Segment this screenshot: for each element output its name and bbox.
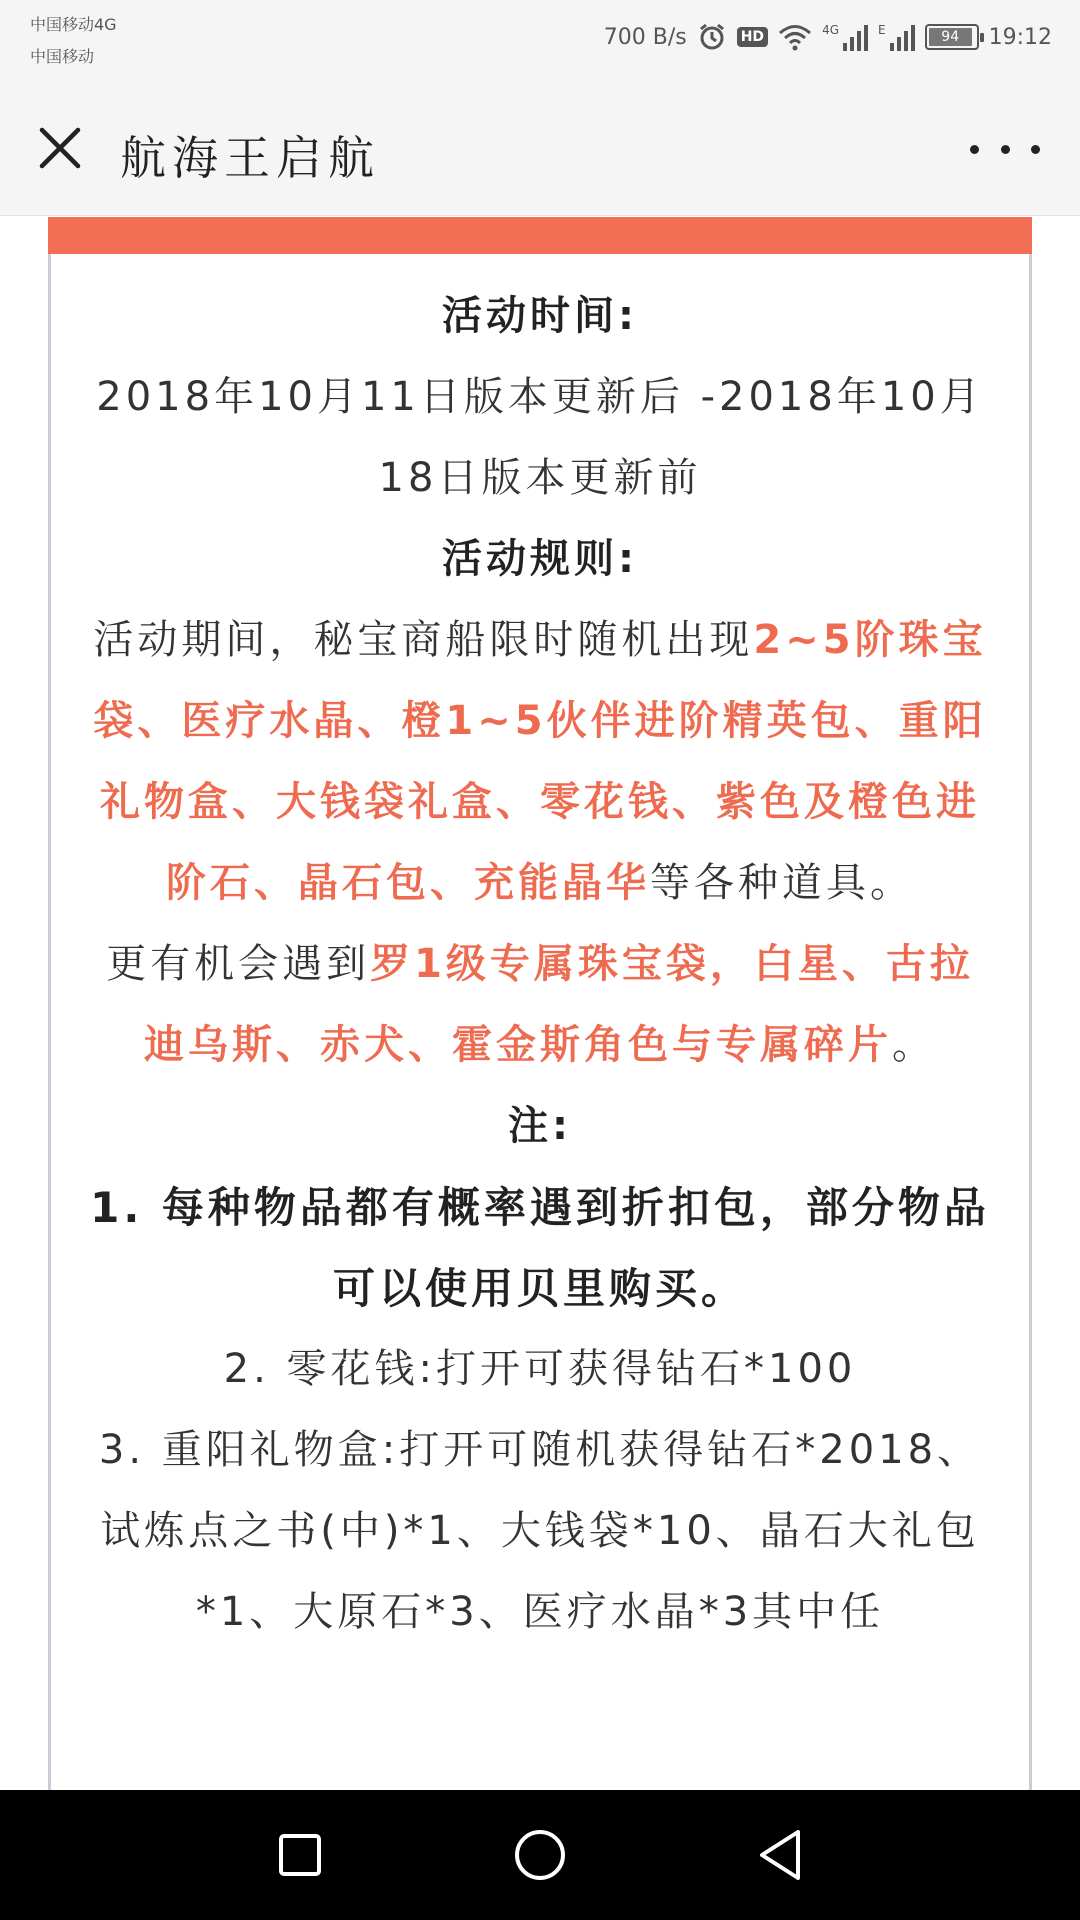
circle-home-icon bbox=[513, 1828, 567, 1882]
rule-paragraph-1 bbox=[85, 600, 995, 924]
carrier-2: 中国移动 bbox=[30, 47, 95, 66]
app-header bbox=[0, 80, 1080, 216]
triangle-back-icon bbox=[756, 1828, 804, 1882]
rule-paragraph-2 bbox=[85, 924, 995, 1086]
status-icons bbox=[604, 22, 1052, 52]
net-speed: 700 B/s bbox=[603, 24, 687, 50]
back-button[interactable] bbox=[750, 1825, 810, 1885]
status-bar bbox=[0, 0, 1080, 80]
signal-strength-4g-icon: 4G bbox=[822, 23, 868, 51]
signal-strength-e-icon: E bbox=[878, 23, 915, 51]
battery-level: 94 bbox=[929, 28, 972, 46]
section-banner bbox=[48, 217, 1032, 254]
more-options-button[interactable] bbox=[970, 124, 1040, 174]
carrier-1: 中国移动4G bbox=[30, 15, 117, 34]
note-1: 1. 每种物品都有概率遇到折扣包，部分物品可以使用贝里购买。 bbox=[90, 1183, 990, 1313]
alarm-icon bbox=[697, 22, 727, 52]
home-button[interactable] bbox=[510, 1825, 570, 1885]
square-recent-apps-icon bbox=[276, 1831, 324, 1879]
note-heading: 注: bbox=[508, 1103, 572, 1149]
rule1-suffix: 等各种道具。 bbox=[650, 860, 914, 906]
close-icon bbox=[38, 126, 82, 170]
clock: 19:12 bbox=[988, 24, 1052, 50]
close-button[interactable] bbox=[30, 118, 90, 178]
rules-heading: 活动规则: bbox=[442, 536, 638, 582]
rule2-suffix: 。 bbox=[892, 1022, 936, 1068]
hd-badge: HD bbox=[737, 27, 768, 47]
recent-apps-button[interactable] bbox=[270, 1825, 330, 1885]
time-heading: 活动时间: bbox=[442, 293, 638, 339]
note-3: 3. 重阳礼物盒:打开可随机获得钻石*2018、试炼点之书(中)*1、大钱袋*10、晶石大礼包*1、大原石*3、医疗水晶*3其中任 bbox=[98, 1427, 982, 1635]
note-2: 2. 零花钱:打开可获得钻石*100 bbox=[223, 1346, 857, 1392]
rule1-highlight: 2~5阶珠宝袋、医疗水晶、橙1~5伙伴进阶精英包、重阳礼物盒、大钱袋礼盒、零花钱、紫色及橙色进阶石、晶石包、充能晶华 bbox=[93, 617, 987, 906]
event-card bbox=[48, 254, 1032, 1790]
more-dot bbox=[970, 145, 979, 154]
time-text: 2018年10月11日版本更新后 -2018年10月18日版本更新前 bbox=[96, 374, 984, 501]
rule1-prefix: 活动期间，秘宝商船限时随机出现 bbox=[93, 617, 754, 663]
more-dot bbox=[1001, 145, 1010, 154]
page-title: 航海王启航 bbox=[120, 131, 380, 185]
battery-icon bbox=[925, 24, 979, 50]
rule2-highlight: 罗1级专属珠宝袋，白星、古拉迪乌斯、赤犬、霍金斯角色与专属碎片 bbox=[144, 941, 974, 1068]
wifi-icon bbox=[778, 23, 812, 51]
rule2-prefix: 更有机会遇到 bbox=[106, 941, 371, 987]
more-dot bbox=[1031, 145, 1040, 154]
article-content[interactable] bbox=[0, 217, 1080, 1790]
system-nav-bar bbox=[0, 1790, 1080, 1920]
